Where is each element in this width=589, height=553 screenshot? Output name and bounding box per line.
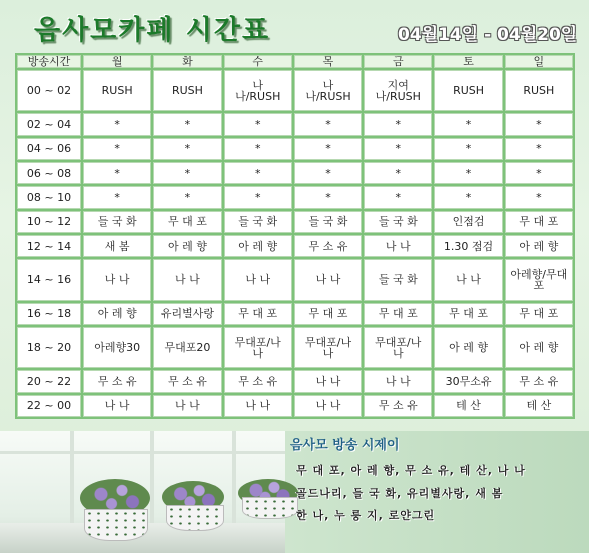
schedule-cell-mon: 아레향30 bbox=[83, 327, 151, 368]
schedule-cell-thu: 무대포/나 나 bbox=[294, 327, 362, 368]
schedule-header-row bbox=[17, 55, 573, 68]
schedule-cell-mon: 아 레 향 bbox=[83, 303, 151, 325]
schedule-cell-tue: RUSH bbox=[153, 70, 221, 111]
schedule-cell-sat: 30무소유 bbox=[434, 370, 502, 392]
info-line-2: 골드나리, 들 국 화, 유리별사랑, 새 봄 bbox=[296, 487, 504, 500]
header-day-mon: 월 bbox=[83, 55, 151, 68]
schedule-cell-sat: 인점검 bbox=[434, 211, 502, 233]
time-slot: 08 ~ 10 bbox=[17, 186, 81, 208]
schedule-cell-tue: 나 나 bbox=[153, 259, 221, 300]
schedule-cell-sun: * bbox=[505, 186, 573, 208]
schedule-cell-thu: 나 나/RUSH bbox=[294, 70, 362, 111]
time-slot: 06 ~ 08 bbox=[17, 162, 81, 184]
schedule-cell-fri: * bbox=[364, 186, 432, 208]
schedule-cell-sat: 아 레 향 bbox=[434, 327, 502, 368]
schedule-cell-sat: 무 대 포 bbox=[434, 303, 502, 325]
info-line-3: 한 나, 누 룽 지, 로얀그린 bbox=[296, 509, 436, 522]
schedule-cell-wed: 무 소 유 bbox=[224, 370, 292, 392]
date-range: 04월14일 - 04월20일 bbox=[398, 25, 578, 45]
schedule-cell-tue: * bbox=[153, 113, 221, 135]
schedule-cell-thu: 들 국 화 bbox=[294, 211, 362, 233]
schedule-cell-fri: * bbox=[364, 162, 432, 184]
page-title: 음사모카페 시간표 bbox=[34, 15, 271, 46]
schedule-cell-mon: 무 소 유 bbox=[83, 370, 151, 392]
table-row bbox=[17, 186, 573, 208]
schedule-cell-wed: 들 국 화 bbox=[224, 211, 292, 233]
schedule-cell-sun: 무 소 유 bbox=[505, 370, 573, 392]
schedule-cell-mon: 들 국 화 bbox=[83, 211, 151, 233]
schedule-cell-thu: 나 나 bbox=[294, 259, 362, 300]
schedule-cell-fri: 들 국 화 bbox=[364, 211, 432, 233]
table-row bbox=[17, 303, 573, 325]
schedule-cell-sun: RUSH bbox=[505, 70, 573, 111]
time-slot: 04 ~ 06 bbox=[17, 138, 81, 160]
time-slot: 22 ~ 00 bbox=[17, 395, 81, 417]
schedule-cell-wed: * bbox=[224, 186, 292, 208]
table-row bbox=[17, 70, 573, 111]
schedule-cell-mon: 새 봄 bbox=[83, 235, 151, 257]
time-slot: 18 ~ 20 bbox=[17, 327, 81, 368]
schedule-cell-wed: * bbox=[224, 138, 292, 160]
time-slot: 00 ~ 02 bbox=[17, 70, 81, 111]
schedule-cell-thu: * bbox=[294, 138, 362, 160]
schedule-cell-sun: 테 산 bbox=[505, 395, 573, 417]
schedule-cell-sat: * bbox=[434, 113, 502, 135]
schedule-cell-sat: 테 산 bbox=[434, 395, 502, 417]
schedule-cell-fri: 무 소 유 bbox=[364, 395, 432, 417]
schedule-cell-tue: 무 소 유 bbox=[153, 370, 221, 392]
header-day-fri: 금 bbox=[364, 55, 432, 68]
schedule-cell-sat: * bbox=[434, 162, 502, 184]
schedule-cell-mon: * bbox=[83, 113, 151, 135]
schedule-cell-thu: * bbox=[294, 186, 362, 208]
schedule-cell-fri: * bbox=[364, 138, 432, 160]
table-row bbox=[17, 211, 573, 233]
schedule-cell-thu: 무 소 유 bbox=[294, 235, 362, 257]
schedule-cell-fri: 무대포/나 나 bbox=[364, 327, 432, 368]
schedule-cell-sat: * bbox=[434, 138, 502, 160]
schedule-cell-mon: * bbox=[83, 138, 151, 160]
window-image bbox=[0, 431, 285, 553]
schedule-cell-sun: * bbox=[505, 113, 573, 135]
table-row bbox=[17, 113, 573, 135]
table-row bbox=[17, 327, 573, 368]
header-time: 방송시간 bbox=[17, 55, 81, 68]
flower-pot-icon bbox=[84, 509, 148, 541]
schedule-cell-sun: 아레향/무대 포 bbox=[505, 259, 573, 300]
schedule-cell-mon: * bbox=[83, 186, 151, 208]
schedule-cell-mon: RUSH bbox=[83, 70, 151, 111]
schedule-cell-sat: 나 나 bbox=[434, 259, 502, 300]
header-day-tue: 화 bbox=[153, 55, 221, 68]
schedule-cell-sat: 1.30 점검 bbox=[434, 235, 502, 257]
time-slot: 14 ~ 16 bbox=[17, 259, 81, 300]
flower-pot-icon bbox=[166, 505, 224, 531]
header-day-wed: 수 bbox=[224, 55, 292, 68]
table-row bbox=[17, 162, 573, 184]
schedule-cell-wed: 무 대 포 bbox=[224, 303, 292, 325]
header-day-thu: 목 bbox=[294, 55, 362, 68]
schedule-cell-sun: 아 레 향 bbox=[505, 327, 573, 368]
schedule-cell-wed: 무대포/나 나 bbox=[224, 327, 292, 368]
schedule-cell-tue: * bbox=[153, 162, 221, 184]
time-slot: 02 ~ 04 bbox=[17, 113, 81, 135]
schedule-cell-wed: * bbox=[224, 162, 292, 184]
header-day-sat: 토 bbox=[434, 55, 502, 68]
table-row bbox=[17, 370, 573, 392]
schedule-cell-fri: * bbox=[364, 113, 432, 135]
schedule-cell-fri: 나 나 bbox=[364, 235, 432, 257]
schedule-cell-tue: * bbox=[153, 186, 221, 208]
schedule-cell-sun: 무 대 포 bbox=[505, 211, 573, 233]
schedule-cell-sat: * bbox=[434, 186, 502, 208]
schedule-cell-thu: * bbox=[294, 113, 362, 135]
schedule-cell-mon: 나 나 bbox=[83, 395, 151, 417]
schedule-cell-fri: 지여 나/RUSH bbox=[364, 70, 432, 111]
schedule-cell-tue: 유리별사랑 bbox=[153, 303, 221, 325]
schedule-body bbox=[17, 70, 573, 417]
info-title: 음사모 방송 시제이 bbox=[290, 438, 400, 453]
schedule-cell-thu: 나 나 bbox=[294, 395, 362, 417]
schedule-table bbox=[15, 53, 575, 419]
schedule-cell-sun: * bbox=[505, 138, 573, 160]
schedule-cell-wed: 나 나 bbox=[224, 259, 292, 300]
schedule-cell-mon: 나 나 bbox=[83, 259, 151, 300]
schedule-cell-mon: * bbox=[83, 162, 151, 184]
schedule-cell-fri: 무 대 포 bbox=[364, 303, 432, 325]
time-slot: 10 ~ 12 bbox=[17, 211, 81, 233]
info-line-1: 무 대 포, 아 레 향, 무 소 유, 테 산, 나 나 bbox=[296, 464, 526, 477]
schedule-cell-wed: 나 나/RUSH bbox=[224, 70, 292, 111]
schedule-cell-fri: 들 국 화 bbox=[364, 259, 432, 300]
schedule-cell-tue: 나 나 bbox=[153, 395, 221, 417]
table-row bbox=[17, 395, 573, 417]
schedule-cell-tue: 아 레 향 bbox=[153, 235, 221, 257]
table-row bbox=[17, 259, 573, 300]
schedule-cell-thu: * bbox=[294, 162, 362, 184]
table-row bbox=[17, 138, 573, 160]
schedule-cell-thu: 무 대 포 bbox=[294, 303, 362, 325]
schedule-cell-tue: 무 대 포 bbox=[153, 211, 221, 233]
schedule-cell-wed: * bbox=[224, 113, 292, 135]
schedule-cell-sun: 아 레 향 bbox=[505, 235, 573, 257]
time-slot: 12 ~ 14 bbox=[17, 235, 81, 257]
schedule-cell-sat: RUSH bbox=[434, 70, 502, 111]
schedule-cell-wed: 아 레 향 bbox=[224, 235, 292, 257]
time-slot: 16 ~ 18 bbox=[17, 303, 81, 325]
time-slot: 20 ~ 22 bbox=[17, 370, 81, 392]
schedule-cell-fri: 나 나 bbox=[364, 370, 432, 392]
flower-pot-icon bbox=[242, 497, 298, 519]
schedule-cell-thu: 나 나 bbox=[294, 370, 362, 392]
schedule-cell-sun: 무 대 포 bbox=[505, 303, 573, 325]
schedule-cell-sun: * bbox=[505, 162, 573, 184]
schedule-cell-wed: 나 나 bbox=[224, 395, 292, 417]
schedule-cell-tue: 무대포20 bbox=[153, 327, 221, 368]
schedule-cell-tue: * bbox=[153, 138, 221, 160]
header-day-sun: 일 bbox=[505, 55, 573, 68]
table-row bbox=[17, 235, 573, 257]
